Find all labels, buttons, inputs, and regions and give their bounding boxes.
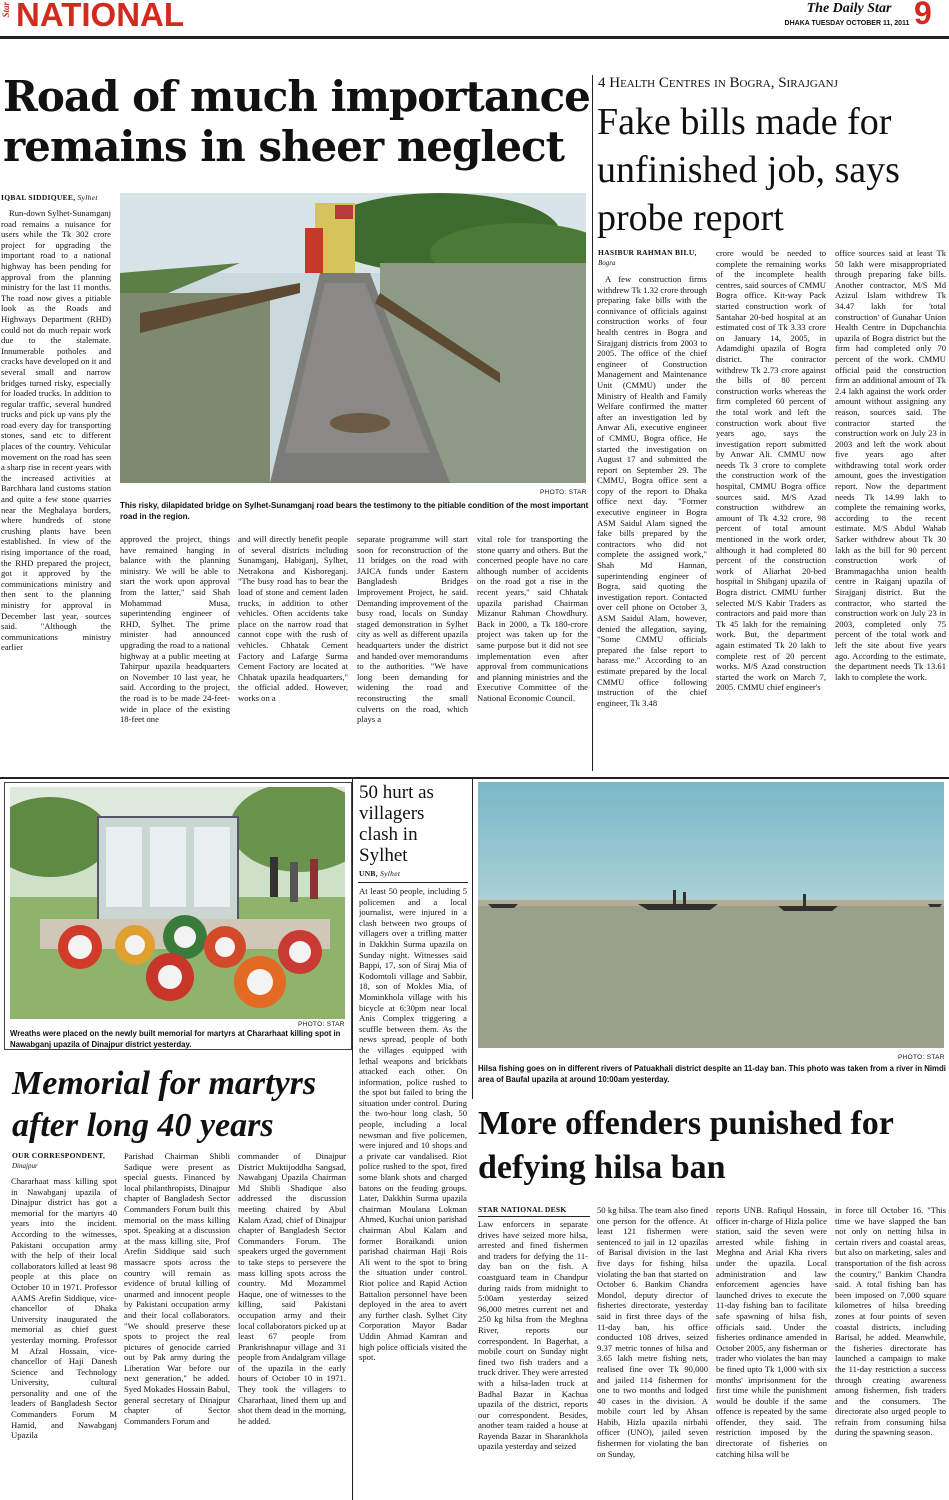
story3-col-3 bbox=[238, 1151, 346, 1498]
story5-col-1-text: Law enforcers in separate drives have seized more hilsa, arrested and fined fishermen and traders for defying the 11-day ban on the fish. A coastguard team in Chandpur during raids from midnight to 5:00am yesterday seized 96,000 metres current net and 250 kg hilsa from the Meghna River, reports our correspondent. In Bagerhat, a mobile court on Sunday night fined two fish traders and a truck driver. They were arrested with a hilsa-laden truck at Badhal Bazar in Kachua upazila of the district, reports our correspondent. Besides, another team raided a house at Rayenda Bazar in Sharankhola upazila yesterday and seized bbox=[478, 1219, 588, 1452]
story1-byline-name: IQBAL SIDDIQUEE bbox=[1, 193, 74, 202]
story2-col-1 bbox=[597, 274, 707, 768]
dateline: DHAKA TUESDAY OCTOBER 11, 2011 bbox=[784, 20, 910, 27]
story2-headline: Fake bills made for unfinished job, says probe report bbox=[597, 101, 900, 239]
story3-byline-name: OUR CORRESPONDENT bbox=[12, 1151, 104, 1160]
section-title: NATIONAL bbox=[16, 0, 185, 33]
story1-caption: This risky, dilapidated bridge on Sylhet-Sunamganj road bears the testimony to the pitiable condition of the most important road in the region. bbox=[120, 501, 589, 521]
story3-headline: Memorial for martyrs after long 40 years bbox=[12, 1065, 317, 1144]
story1-col-5-text: vital role for transporting the stone quarry and others. But the concerned people have no care although number of accidents on the road got a rise in the recent years," said Chhatak upazila parishad Chairman Mizanur Rahman Chowdhury. Back in 2000, a Tk 180-crore project was taken up for the same purpose but it did not see implementation even after approval from communications and planning ministries and the Executive Committee of the National Economic Council. bbox=[477, 534, 588, 703]
story5-col-3-text: reports UNB. Rafiqul Hossain, officer in-charge of Hizla police station, said the seven were arrested while fishing in Meghna and Arial Kha rivers under the upazila. Local administration and law enforcement agencies have launched drives to execute the 11-day fishing ban to facilitate safe spawning of hilsa fish, officials said. Under the fisheries ordinance amended in October 2005, any fisherman or trader who violates the ban may be fined upto Tk 1,000 with six months' imprisonment for the first time while the punishment would be double if the same offence is repeated by the same offender, they said. The restriction imposed by the directorate of fisheries on catching hilsa will be bbox=[716, 1205, 827, 1459]
star-logo-small: Star bbox=[1, 2, 11, 18]
story4-byline-name: UNB bbox=[359, 869, 376, 878]
paper-name: The Daily Star bbox=[806, 1, 892, 16]
story2-byline: HASIBUR RAHMAN BILU, Bogra bbox=[598, 248, 710, 268]
story5-col-4-text: in force till October 16. "This time we have slapped the ban not only on netting hilsa in certain rivers and coastal areas, but also on marketing, sales and transportation of the fish across the country," Bankim Chandra said. A total fishing ban has been imposed on 7,000 square kilometres of hilsa breeding zones at four points of seven coastal districts, including Barisal, he added. Meanwhile, the fisheries directorate has launched a campaign to make the 11-day restriction a success through creating awareness among fishermen, fish traders and the consumers. The directorate also urged people to refrain from consuming hilsa during the spawning season. bbox=[835, 1205, 946, 1438]
story3-col-2-text: Parishad Chairman Shibli Sadique were present as special guests. Financed by local philanthropists, Dinajpur chapter of Bangladesh Sector Commanders Forum built this memorial on the mass killing spot. Speaking at a discussion at the mass killing site, Prof Arefin Siddique said such massacre spots across the country will remain as evidence of brutal killing of unarmed and innocent people by Pakistani occupation army and their local collaborators. "We should preserve these spots to project the real pictures of genocide carried out by Pak army during the Liberation War before our next generation," he added. Syed Mokades Hossain Babul, general secretary of Dinajpur chapter of Sector Commanders Forum and bbox=[124, 1151, 230, 1426]
story4-headline: 50 hurt as villagers clash in Sylhet bbox=[359, 782, 434, 866]
story1-col-4-text: separate programme will start soon for reconstruction of the 11 bridges on the road with JAICA funds under Eastern Bangladesh Bridges Improvement Project, he said. Demanding improvement of the busy road, locals on Sunday staged demonstration in Sylhet city as well as different upazila headquarters under the district and handed over memorandums to the authorities. "We have long been demanding for widening the road and reconstructing the small culverts on the road, which plays a bbox=[357, 534, 468, 725]
story5-headline: More offenders punished for defying hilsa ban bbox=[478, 1105, 894, 1186]
story5-byline: STAR NATIONAL DESK bbox=[478, 1205, 567, 1214]
story2-byline-location: Bogra bbox=[598, 259, 616, 267]
memorial-image bbox=[10, 787, 345, 1019]
story3-caption: Wreaths were placed on the newly built memorial for martyrs at Chararhaat killing spot in Nawabganj upazila of Dinajpur district yesterday. bbox=[10, 1029, 341, 1049]
story2-kicker: 4 Health Centres in Bogra, Sirajganj bbox=[598, 75, 838, 91]
story3-byline-location: Dinajpur bbox=[12, 1162, 38, 1170]
story5-col-2 bbox=[597, 1205, 708, 1498]
divider-vertical-top bbox=[592, 75, 593, 771]
story2-col-1-text: A few construction firms withdrew Tk 1.32 crore through preparing fake bills with the connivance of officials against construction works of four health centres in Bogra and Sirajganj districts from 2003 to 2005. The office of the chief engineer of Construction Management and Maintenance Unit (CMMU) under the Ministry of Health and Family Welfare confirmed the matter after an investigation led by Anwar Ali, executive engineer of CMMU, Bogra office. He started the investigation on August 17 and submitted the report on September 29. The CMMU, Bogra office sent a copy of the report to Dhaka office next day. "Former executive engineer in Bogra ASM Saidul Alam signed the fake bills prepared by the contractors who did not complete the assigned work," Shah Md Hannan, superintending engineer of Bogra, said quoting the investigation report. Contacted over cell phone on October 3, ASM Saidul Alam, however, denied the allegation, saying, "Some CMMU officials prepared the false report to harass me." According to an estimate prepared by the local CMMU office following instruction of the chief engineer, Tk 3.48 bbox=[597, 274, 707, 708]
story5-caption: Hilsa fishing goes on in different rivers of Patuakhali district despite an 11-day ban. This photo was taken from a river in Nimdi area of Baufal upazila at around 10:00am yesterday. bbox=[478, 1064, 946, 1084]
story5-col-2-text: 50 kg hilsa. The team also fined one person for the offence. At least 121 fishermen were sentenced to jail in 12 upazilas of Barisal division in the last five days for fishing hilsa violating the ban that started on October 6. Bankim Chandra Mondol, deputy director of fisheries directorate, yesterday said in first three days of the 11-day ban, his office conducted 108 drives, seized 9.37 metric tonnes of hilsa and 3.65 lakh metre fishing nets, realised fine over Tk 90,000 and jailed 114 fishermen for one to two months and lodged 40 cases in the division. A mobile court led by Ahsan Habib, Hizla upazila nirbahi officer (UNO), jailed seven fishermen for violating the ban on Sunday, bbox=[597, 1205, 708, 1459]
story4-body bbox=[359, 886, 467, 1498]
story5-col-3 bbox=[716, 1205, 827, 1498]
story3-col-1-text: Chararhaat mass killing spot in Nawabganj upazila of Dinajpur district has got a memorial for the martyrs 40 years into the incident. According to the witnesses, Pakistani occupation army with the help of their local collaborators killed at least 98 people at this place on October 10 in 1971. Professor AAMS Arefin Siddique, vice-chancellor of Dhaka University inaugurated the memorial as chief guest yesterday morning. Professor M Afzal Hossain, vice-chancellor of Haji Danesh Science and Technology University, cultural personality and one of the leaders of Bangladesh Sector Commanders Forum M Hamid, and Nawabganj Upazila bbox=[11, 1176, 117, 1441]
story5-photo bbox=[478, 782, 944, 1048]
bridge-road-image bbox=[120, 193, 586, 483]
hilsa-river-image bbox=[478, 782, 944, 1048]
divider-vertical-bottom-mid bbox=[472, 779, 473, 1099]
story3-col-3-text: commander of Dinajpur District Muktijoddha Sangsad, Nawabganj Upazila Chairman Md Shibli Shadique also addressed the discussion meeting chaired by Abul Kalam Azad, chief of Dinajpur chapter of Bangladesh Sector Commanders Forum. The speakers urged the government to take steps to persevere the mass killing spots across the country. Md Mozammel Haque, one of witnesses to the killing, said Pakistani occupation army and their local collaborators picked up at least 67 people from Prankrishnapur village and 31 people from Andalgram village of the upazila in the early hours of October 10 in 1971. They took the villagers to Chararhaat, lined them up and shot them dead in the morning, he added. bbox=[238, 1151, 346, 1426]
story2-col-2 bbox=[716, 248, 826, 768]
story4-byline-location: Sylhet bbox=[380, 869, 401, 878]
story1-photo-credit: PHOTO: STAR bbox=[540, 489, 587, 496]
story1-headline: Road of much importance remains in sheer neglect bbox=[3, 72, 590, 171]
story2-col-2-text: crore would be needed to complete the remaining works of the incomplete health centres, said sources of CMMU Bogra office. Kit-way Pack started construction work of Santahar 20-bed hospital at an estimated cost of Tk 3.33 crore on January 14, 2005, in Adamdighi upazila of Bogra district. The contractor withdrew Tk 2.73 crore against the bills of 80 percent construction works whereas the firm completed 60 percent of the total work and left the construction work about five years ago, says the investigation report submitted by Anwar Ali. CMMU now needs Tk 3 crore to complete the construction work of the hospital, CMMU Bogra office sources said. M/S Azad construction withdrew an amount of Tk 4.32 crore, 98 percent of total amount mentioned in the work order, although it had completed 80 percent of the construction work of Aliarhat 20-bed hospital in Shibganj upazila of Bogra district. CMMU further selected M/S Kabir Traders as contractors and paid more than Tk 45 lakh for the remaining work. But, the department again estimated Tk 20 lakh to complete rest of 20 percent works. M/S Azad construction started the work on March 7, 2005. CMMU chief engineer's bbox=[716, 248, 826, 693]
story2-col-3 bbox=[835, 248, 946, 768]
story3-photo bbox=[10, 787, 345, 1019]
story3-photo-credit: PHOTO: STAR bbox=[298, 1021, 345, 1028]
story1-col-1-text: Run-down Sylhet-Sunamganj road remains a nuisance for users while the Tk 302 crore project for upgrading the important road to a national highway has been pending for approval from the planning ministry for the last 11 months. The road now gives a pitiable look as the Roads and Highways Department (RHD) could not do much repair work due to the stalemate. Innumerable potholes and cracks have developed on it and several small and narrow bridges turned risky, especially for loaded trucks. In addition to regular traffic, several hundred trucks and pick up vans ply the road every day for transporting stones, sand etc to different places of the country. Vehicular movement on the road has seen a sharp rise in recent years with the increased activities at Barchhara land customs station and quite a few stone quarries near the Meghalaya borders, where hundreds of stone crushing plants have been established. In view of the rising importance of the road, the RHD prepared the project, got it approved by the communications ministry and then sent to the planning ministry for approval in December last year, sources said. "Although the communications ministry earlier bbox=[1, 208, 111, 653]
masthead bbox=[0, 0, 949, 36]
story1-photo bbox=[120, 193, 586, 483]
story4-body-text: At least 50 people, including 5 policemen and a local journalist, were injured in a clash between two groups of villagers over a trifling matter in Dakkhin Surma upazila on Sunday night. Witnesses said Bappi, 17, son of Siraj Mia of Kodomtoli village and Sabbir, 18, son of Mokles Mia, of Mominkhola village with his bicycle at 6:30pm near local Anis Complex triggering a scuffle between them. As the news spread, people of both the villages equipped with lethal weapons and brickbats attacked each other. On information, police rushed to the spot but failed to bring the situation under control. During the two-hour long clash, 50 people, including a local newsman and five policemen, were injured and 10 shops and a private car vandalised. Riot police rushed to the spot, fired some blank shots and charged batons on the feuding groups. Later, Dakkhin Surma upazila chairman Moulana Lokman Ahmed, Kuchai union parishad chairman Abul Kalam and former Boraikandi union parishad chairman Haji Rois Ali went to the spot to bring the situation under control. Riot police and Rapid Action Battalion personnel have been deployed in the area to avert any further clash. Sylhet City Corporation Mayor Badar Uddin Ahmad Kamran and high police officials visited the spot. bbox=[359, 886, 467, 1363]
story2-byline-name: HASIBUR RAHMAN BILU bbox=[598, 248, 695, 257]
story1-byline-location: Sylhet bbox=[77, 193, 98, 202]
story5-photo-credit: PHOTO: STAR bbox=[898, 1054, 945, 1061]
masthead-rule bbox=[0, 36, 949, 39]
story4-byline: UNB, Sylhet bbox=[359, 869, 401, 878]
story1-col-2 bbox=[120, 534, 230, 768]
story3-byline: OUR CORRESPONDENT, Dinajpur bbox=[12, 1151, 120, 1171]
story3-col-1 bbox=[11, 1176, 117, 1498]
divider-vertical-bottom-left bbox=[352, 779, 353, 1500]
divider-horizontal-mid bbox=[0, 777, 949, 779]
story1-col-4 bbox=[357, 534, 468, 768]
story1-col-2-text: approved the project, things have remained hanging in balance with the planning ministry. We will be able to start the work upon approval from the latter," said Shah Mohammad Musa, superintending engineer of RHD, Sylhet. The prime minister had announced upgrading the road to a national highway at a public meeting at Tahirpur upazila headquarters on November 10 last year, he said. According to the project, the road is to be made 24-feet-wide in place of the existing 18-feet one bbox=[120, 534, 230, 725]
story5-col-4 bbox=[835, 1205, 946, 1498]
story1-col-1 bbox=[1, 208, 111, 768]
page-number: 9 bbox=[914, 0, 932, 31]
story2-col-3-text: office sources said at least Tk 50 lakh were misappropriated through preparing fake bills. Another contractor, M/S Md Azizul Islam withdrew Tk 34.47 lakh for 'total construction' of Gunahar Union Health Centre in Dupchanchia upazila of Bogra district but the firm had completed only 70 percent of the work. CMMU official paid the construction firm an additional amount of Tk 2.4 lakh against the work order amount without assigning any reason, sources said. The contractor started the construction work on July 23 in 2003 and left the work about five years ago after withdrawing total work order amount, goes the investigation report. Now the department needs Tk 14.99 lakh to complete the remaining works, according to the recent estimate. M/S Abdul Wahab Sarker withdrew about Tk 30 lakh as the bill for 90 percent construction work of Brammagachha union health centre in Raiganj upazila of Sirajganj district. But the contractor, who started the construction work on July 23 in 2003, completed only 75 percent of the total work and left the site about five years ago. According to the estimate, the department needs Tk 13.61 lakh to complete the work. bbox=[835, 248, 946, 682]
story5-rule bbox=[478, 1216, 590, 1217]
story5-col-1 bbox=[478, 1219, 588, 1498]
story1-byline: IQBAL SIDDIQUEE, Sylhet bbox=[1, 193, 98, 202]
story3-col-2 bbox=[124, 1151, 230, 1498]
story1-col-3-text: and will directly benefit people of several districts including Sunamganj, Habiganj, Sylhet, Netrakona and Kishoreganj. "The busy road has to bear the load of stone and cement laden trucks, in addition to other vehicles. Often accidents take place on the narrow road that cannot cope with the rush of vehicles. Chhatak Cement Factory and Lafarge Surma Cement Factory are located at Chhatak upazila headquarters," the official added. However, works on a bbox=[238, 534, 348, 703]
story1-col-5 bbox=[477, 534, 588, 768]
story4-rule bbox=[358, 882, 468, 883]
story1-col-3 bbox=[238, 534, 348, 768]
